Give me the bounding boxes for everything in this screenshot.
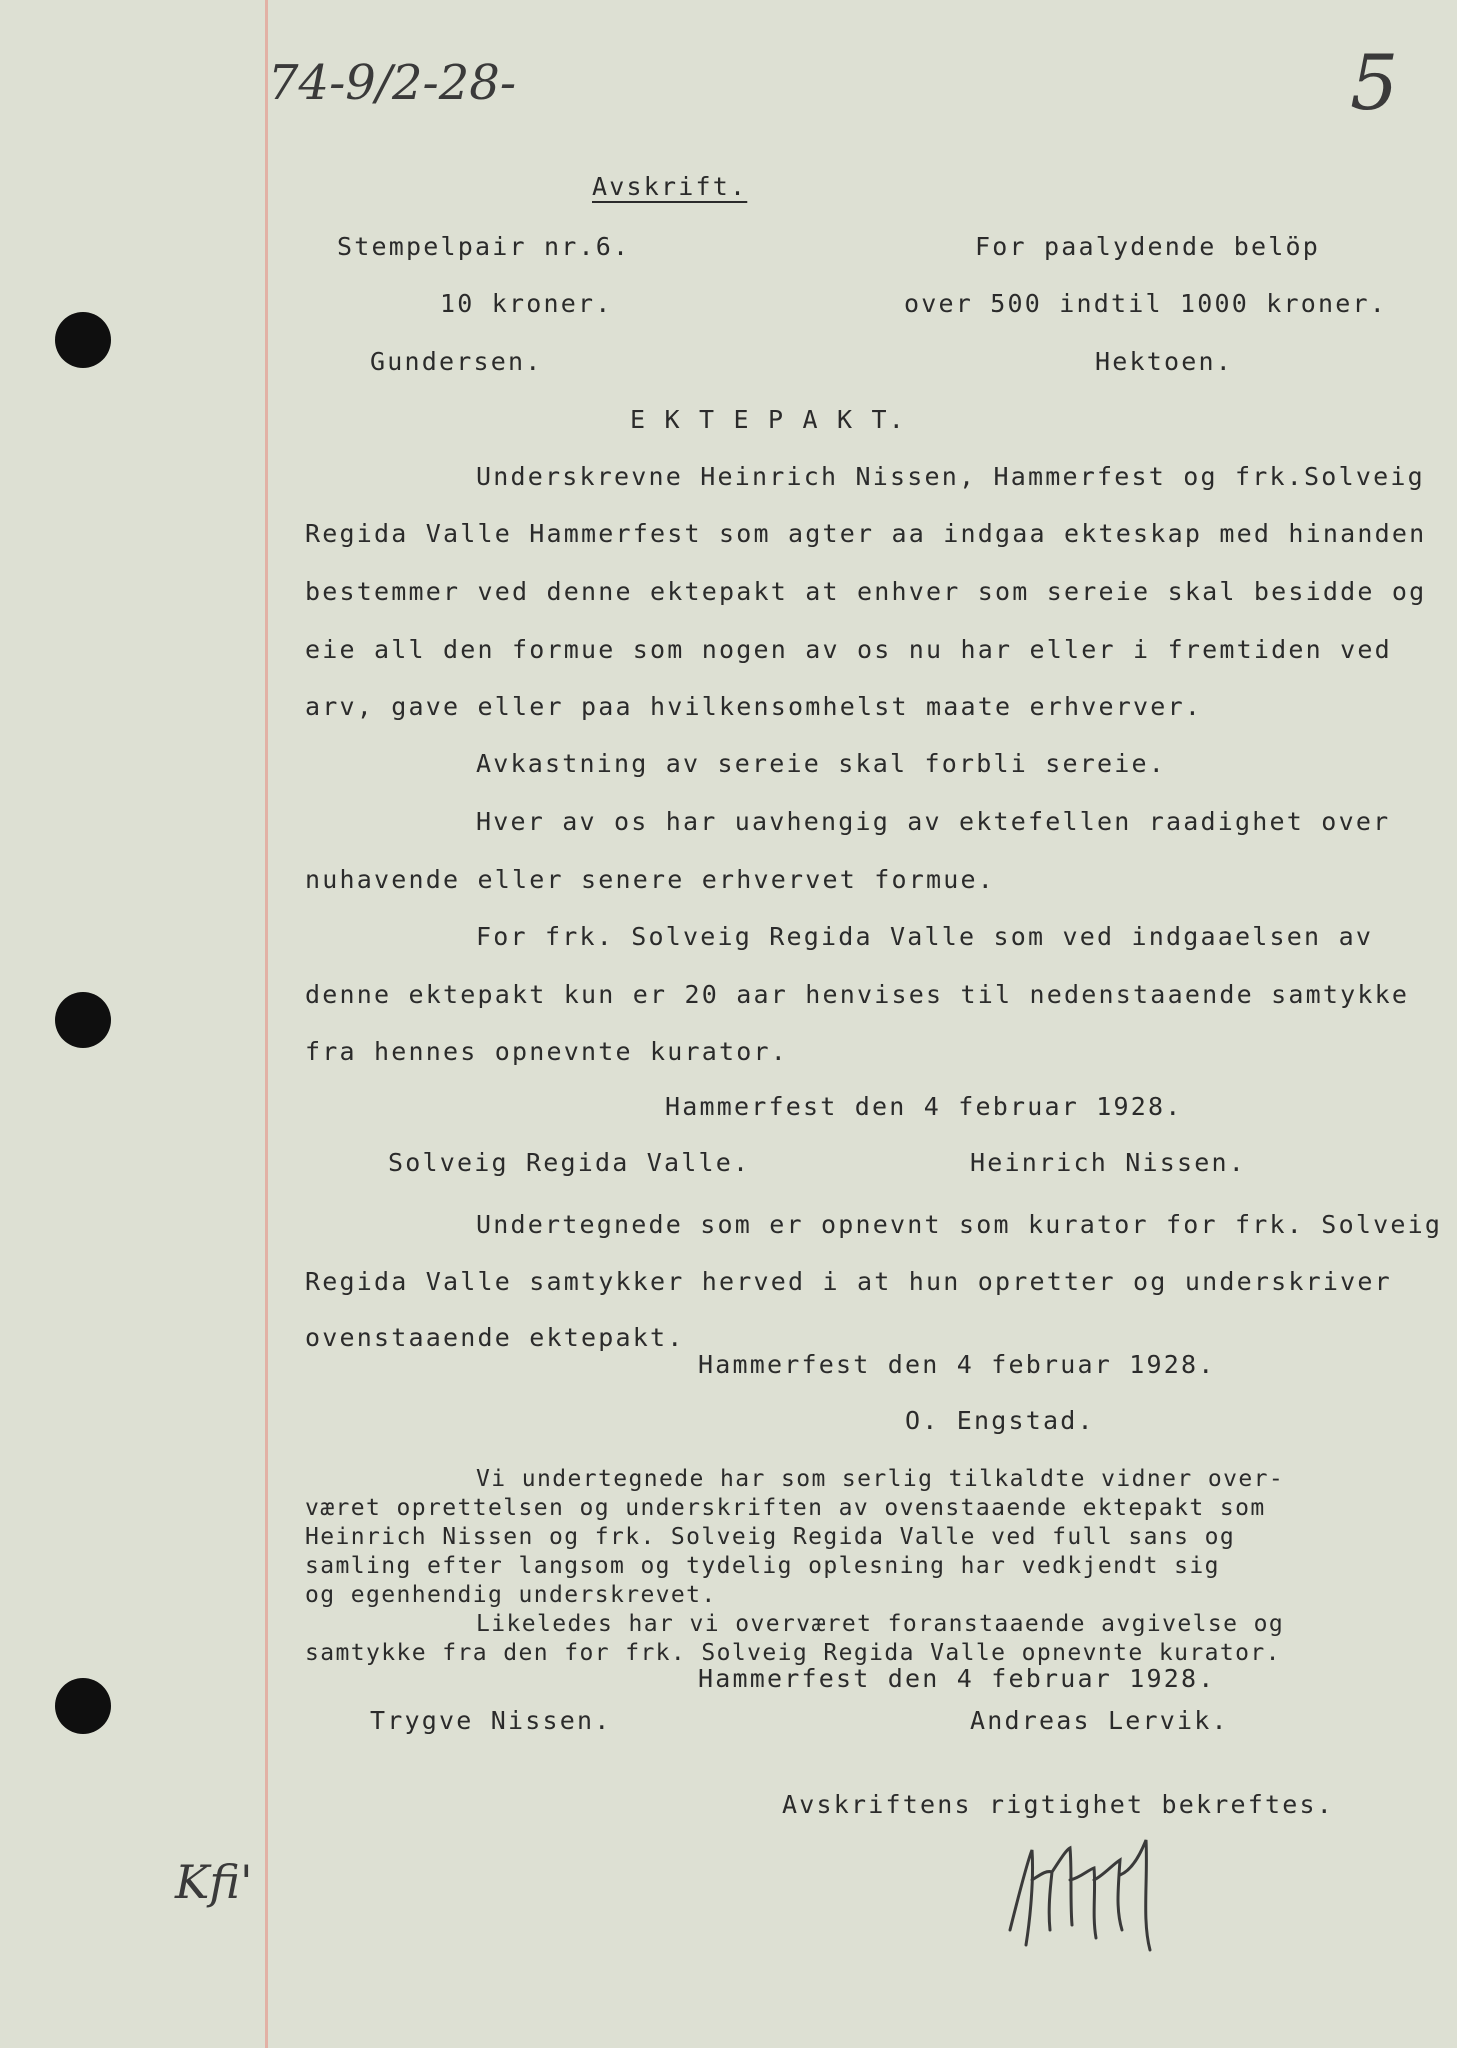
body-line: ovenstaaende ektepakt. (305, 1323, 685, 1352)
punch-hole-middle (55, 992, 111, 1048)
witness-line: samling efter langsom og tydelig oplesning har vedkjendt sig (305, 1553, 1220, 1579)
signature-groom: Heinrich Nissen. (970, 1148, 1247, 1177)
date-line: Hammerfest den 4 februar 1928. (698, 1664, 1216, 1693)
body-line: Underskrevne Heinrich Nissen, Hammerfest og frk.Solveig (476, 462, 1425, 491)
punch-hole-bottom (55, 1678, 111, 1734)
body-line: denne ektepakt kun er 20 aar henvises til nedenstaaende samtykke (305, 980, 1410, 1009)
handwritten-reference: 74-9/2-28- (268, 55, 517, 111)
date-line: Hammerfest den 4 februar 1928. (665, 1092, 1183, 1121)
handwritten-page-number: 5 (1350, 38, 1399, 127)
stamp-left-line-2: 10 kroner. (440, 289, 613, 318)
document-heading: E K T E P A K T. (630, 405, 907, 434)
signature-bride: Solveig Regida Valle. (388, 1148, 751, 1177)
body-line: Regida Valle samtykker herved i at hun opretter og underskriver (305, 1267, 1392, 1296)
witness-line: været oprettelsen og underskriften av ovenstaaende ektepakt som (305, 1495, 1266, 1521)
body-line: bestemmer ved denne ektepakt at enhver som sereie skal besidde og (305, 577, 1427, 606)
signature-curator: O. Engstad. (905, 1406, 1095, 1435)
signature-witness-2: Andreas Lervik. (970, 1706, 1229, 1735)
witness-line: Vi undertegnede har som serlig tilkaldte vidner over- (476, 1466, 1285, 1492)
margin-rule (265, 0, 268, 2048)
witness-line: samtykke fra den for frk. Solveig Regida Valle opnevnte kurator. (305, 1640, 1281, 1666)
body-line: Hver av os har uavhengig av ektefellen raadighet over (476, 807, 1391, 836)
body-line: fra hennes opnevnte kurator. (305, 1037, 789, 1066)
handwritten-signature (1000, 1820, 1180, 1960)
handwritten-margin-note: Kfi' (175, 1855, 253, 1909)
body-line: arv, gave eller paa hvilkensomhelst maate erhverver. (305, 692, 1203, 721)
body-line: eie all den formue som nogen av os nu har eller i fremtiden ved (305, 635, 1392, 664)
witness-line: Likeledes har vi overværet foranstaaende avgivelse og (476, 1611, 1285, 1637)
stamp-left-line-1: Stempelpair nr.6. (337, 232, 631, 261)
signature-witness-1: Trygve Nissen. (370, 1706, 612, 1735)
body-line: For frk. Solveig Regida Valle som ved indgaaelsen av (476, 922, 1374, 951)
document-title: Avskrift. (592, 172, 748, 201)
stamp-right-line-2: over 500 indtil 1000 kroner. (904, 289, 1388, 318)
stamp-right-line-1: For paalydende belöp (975, 232, 1321, 261)
body-line: Regida Valle Hammerfest som agter aa indgaa ekteskap med hinanden (305, 519, 1427, 548)
body-line: Avkastning av sereie skal forbli sereie. (476, 749, 1167, 778)
certification-line: Avskriftens rigtighet bekreftes. (782, 1790, 1335, 1819)
stamp-right-line-3: Hektoen. (1095, 347, 1234, 376)
date-line: Hammerfest den 4 februar 1928. (698, 1350, 1216, 1379)
body-line: nuhavende eller senere erhvervet formue. (305, 865, 996, 894)
stamp-left-line-3: Gundersen. (370, 347, 543, 376)
witness-line: Heinrich Nissen og frk. Solveig Regida Valle ved full sans og (305, 1524, 1236, 1550)
punch-hole-top (55, 312, 111, 368)
witness-line: og egenhendig underskrevet. (305, 1582, 717, 1608)
body-line: Undertegnede som er opnevnt som kurator for frk. Solveig (476, 1210, 1443, 1239)
